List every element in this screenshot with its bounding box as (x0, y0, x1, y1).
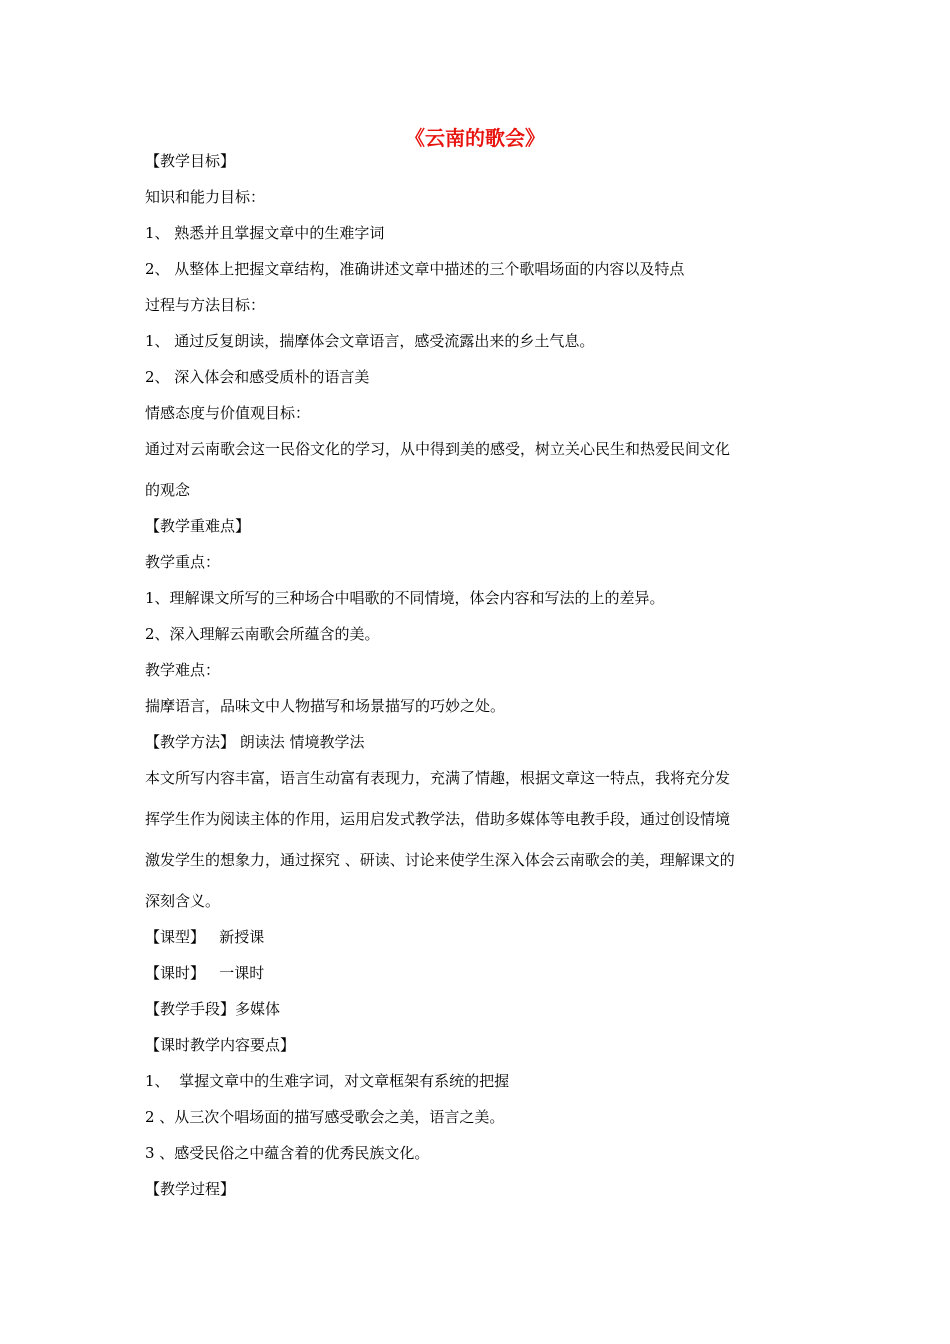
section-heading-methods: 【教学方法】 朗读法 情境教学法 (145, 733, 365, 751)
subheading-process-method: 过程与方法目标： (145, 296, 266, 314)
subheading-knowledge-ability: 知识和能力目标： (145, 188, 266, 206)
section-heading-lesson-type: 【课型】 新授课 (145, 928, 265, 946)
list-item: 1、理解课文所写的三种场合中唱歌的不同情境，体会内容和写法的上的差异。 (145, 589, 665, 607)
paragraph-line: 揣摩语言，品味文中人物描写和场景描写的巧妙之处。 (145, 697, 506, 715)
paragraph-line: 挥学生作为阅读主体的作用，运用启发式教学法，借助多媒体等电教手段，通过创设情境 (145, 810, 731, 828)
list-item: 2 、从三次个唱场面的描写感受歌会之美，语言之美。 (145, 1108, 505, 1126)
section-heading-class-hours: 【课时】 一课时 (145, 964, 265, 982)
subheading-difficult-points: 教学难点： (145, 661, 221, 679)
list-item: 1、 掌握文章中的生难字词，对文章框架有系统的把握 (145, 1072, 510, 1090)
list-item: 1、 熟悉并且掌握文章中的生难字词 (145, 224, 385, 242)
list-item: 2、 深入体会和感受质朴的语言美 (145, 368, 370, 386)
list-item: 3 、感受民俗之中蕴含着的优秀民族文化。 (145, 1144, 430, 1162)
section-heading-key-difficult: 【教学重难点】 (145, 517, 251, 535)
subheading-emotion-values: 情感态度与价值观目标： (145, 404, 311, 422)
section-heading-teaching-means: 【教学手段】多媒体 (145, 1000, 281, 1018)
section-heading-objectives: 【教学目标】 (145, 152, 236, 170)
paragraph-line: 通过对云南歌会这一民俗文化的学习，从中得到美的感受，树立关心民生和热爱民间文化 (145, 440, 731, 458)
subheading-key-points: 教学重点： (145, 553, 221, 571)
paragraph-line: 激发学生的想象力，通过探究 、研读、讨论来使学生深入体会云南歌会的美，理解课文的 (145, 851, 735, 869)
list-item: 2、 从整体上把握文章结构，准确讲述文章中描述的三个歌唱场面的内容以及特点 (145, 260, 685, 278)
paragraph-line: 深刻含义。 (145, 892, 221, 910)
document-title: 《云南的歌会》 (405, 126, 545, 150)
section-heading-content-points: 【课时教学内容要点】 (145, 1036, 296, 1054)
list-item: 2、深入理解云南歌会所蕴含的美。 (145, 625, 380, 643)
section-heading-process: 【教学过程】 (145, 1180, 236, 1198)
paragraph-line: 本文所写内容丰富，语言生动富有表现力，充满了情趣，根据文章这一特点，我将充分发 (145, 769, 731, 787)
paragraph-line: 的观念 (145, 481, 191, 499)
list-item: 1、 通过反复朗读，揣摩体会文章语言，感受流露出来的乡土气息。 (145, 332, 595, 350)
